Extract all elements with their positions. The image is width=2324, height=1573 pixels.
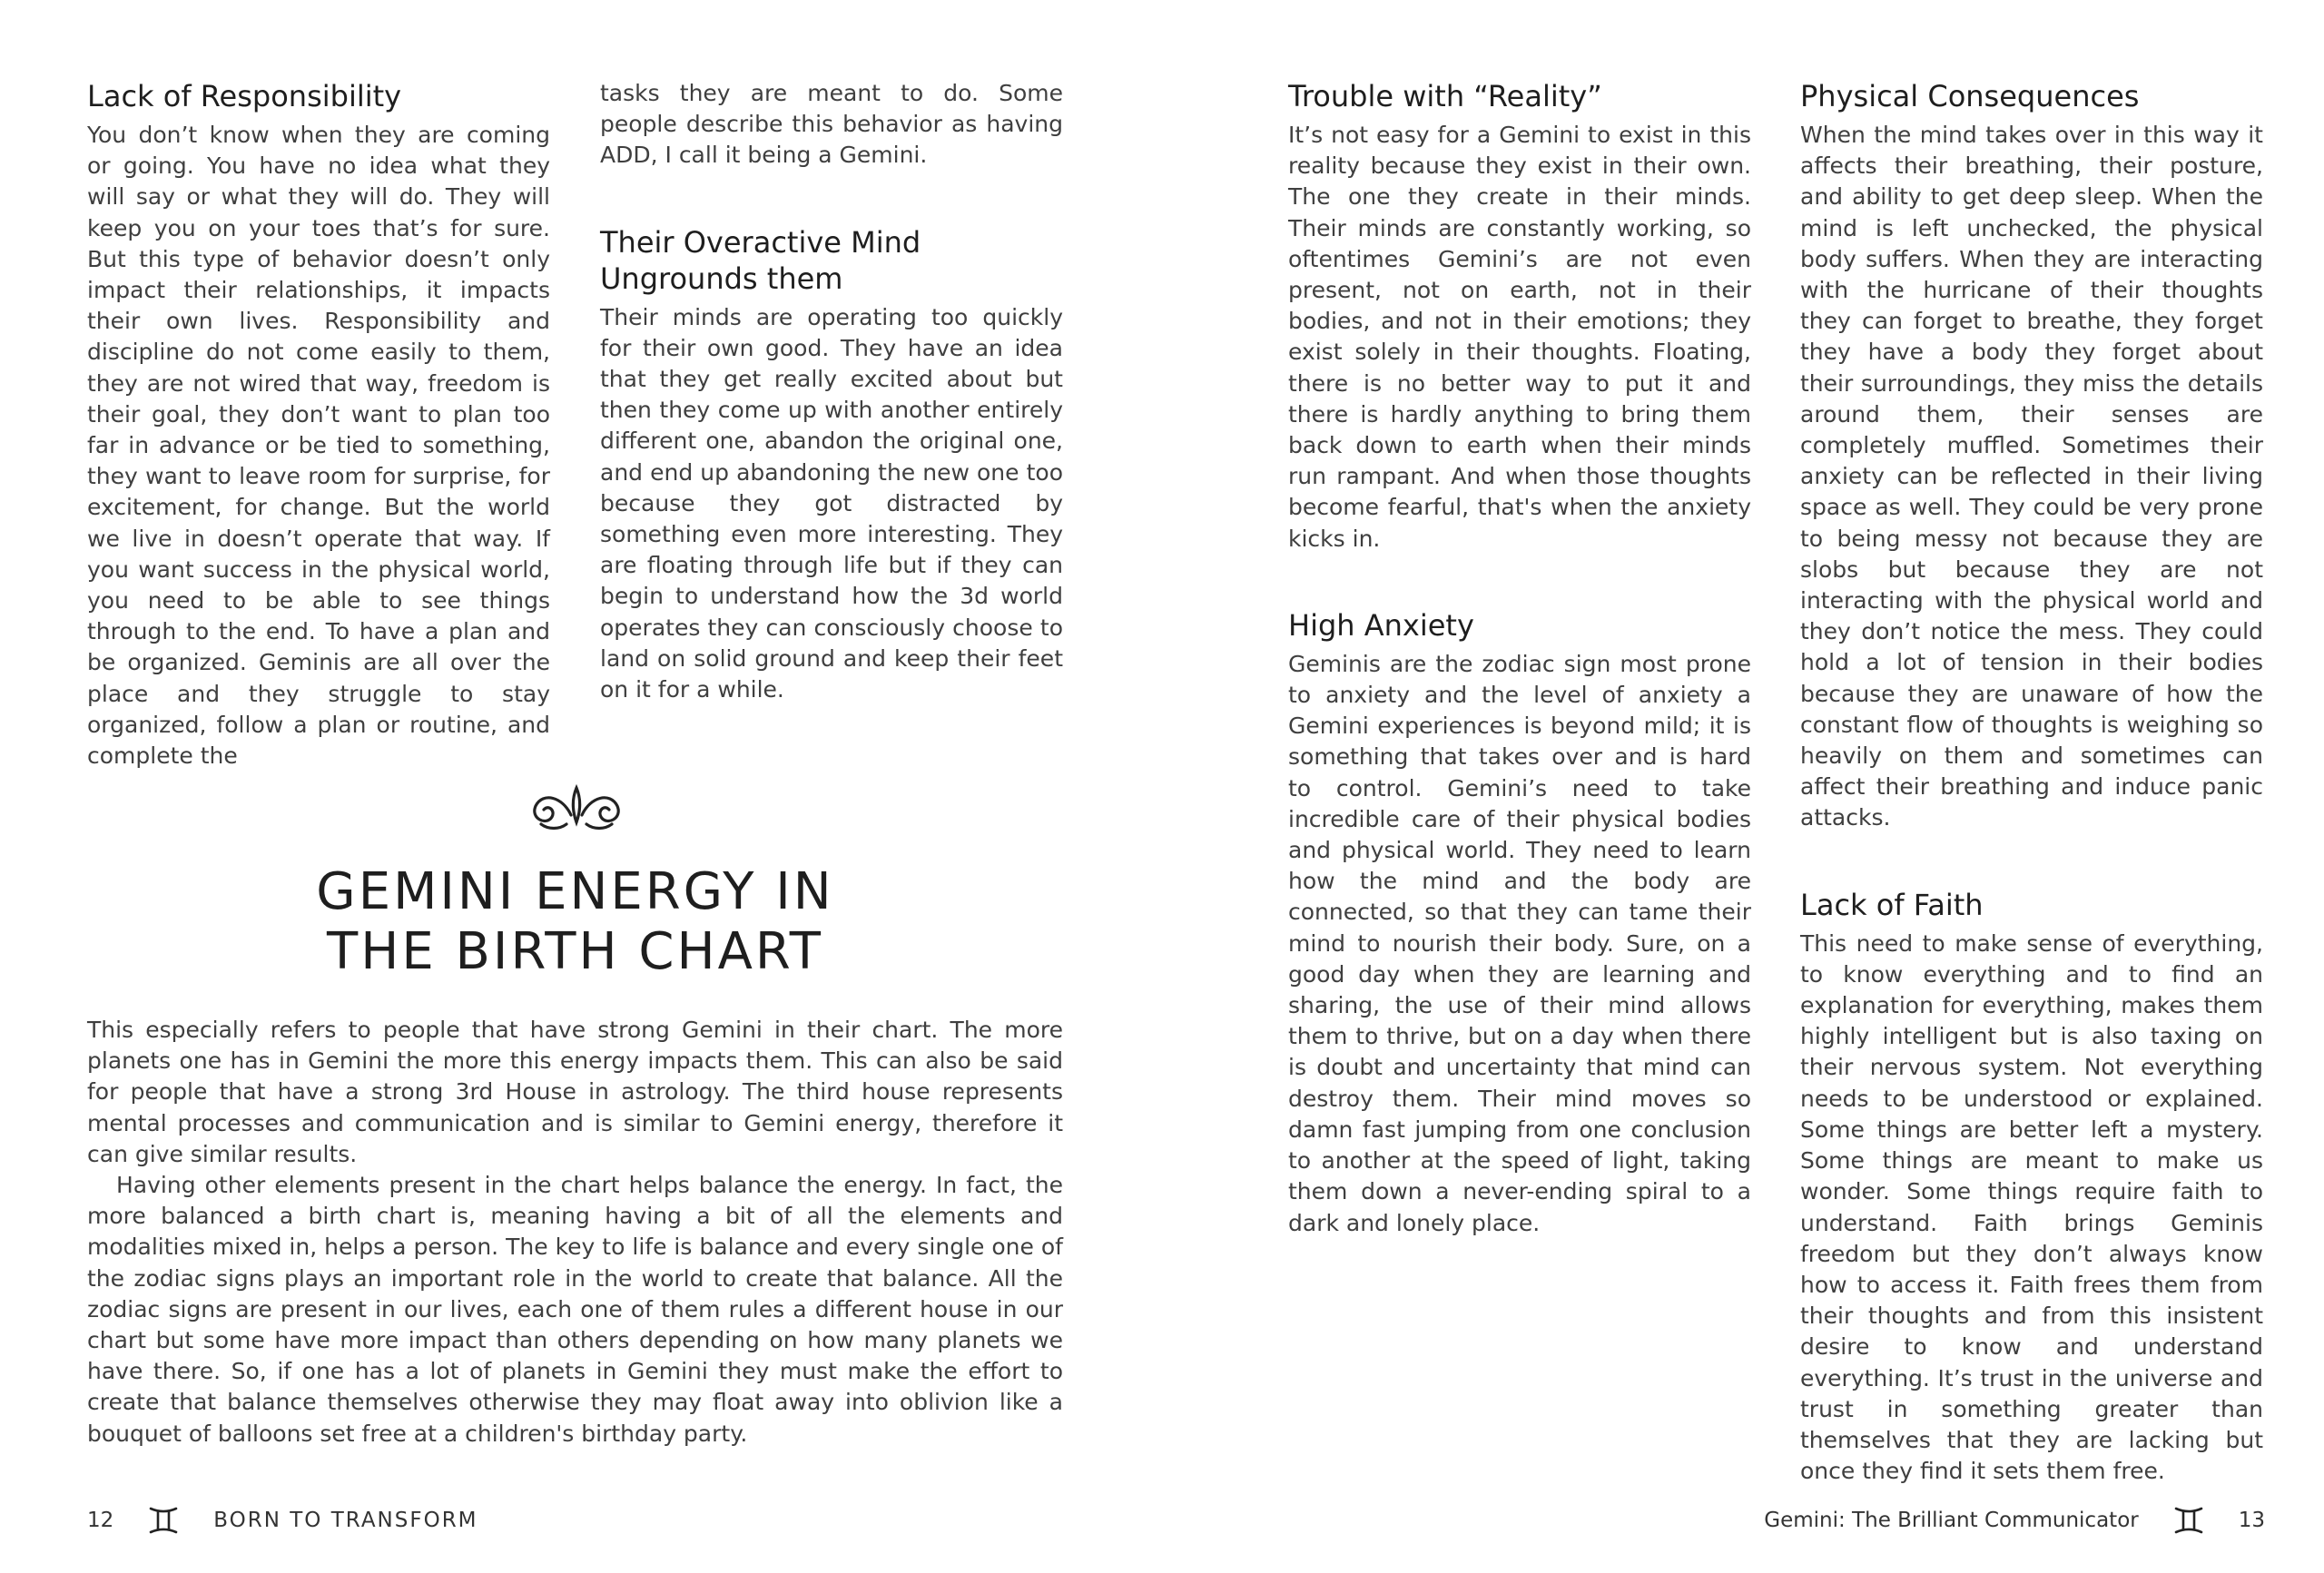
footer-left [87, 1502, 478, 1539]
section-body [87, 1015, 1063, 1450]
gemini-glyph-icon [2173, 1505, 2204, 1536]
heading-lack-of-responsibility: Lack of Responsibility [87, 79, 402, 113]
running-title-right: Gemini: The Brilliant Communicator [1764, 1509, 2139, 1532]
footer-right [1764, 1502, 2265, 1539]
body-overactive-mind: Their minds are operating too quickly for their own good. They have an idea that they get really excited about but then they come up with another entirely different one, abandon the original one, and end up abandoning the new one too because they got distracted by something even more interesting. They are floating through life but if they can begin to understand how the 3d world operates they can consciously choose to land on solid ground and keep their feet on it for a while. [600, 303, 1063, 703]
body-continued-text: tasks they are meant to do. Some people describe this behavior as having ADD, I call it being a Gemini. [600, 80, 1063, 169]
gemini-glyph-icon [148, 1505, 179, 1536]
page-number-left: 12 [87, 1509, 114, 1532]
heading-physical-consequences: Physical Consequences [1800, 79, 2140, 113]
section-title-line-2: THE BIRTH CHART [327, 922, 823, 981]
column-physical-consequences [1800, 78, 2263, 1487]
column-trouble-with-reality [1288, 78, 1751, 1239]
heading-high-anxiety: High Anxiety [1288, 607, 1474, 643]
body-physical-consequences: When the mind takes over in this way it affects their breathing, their posture, and ability to get deep sleep. When the mind is left unchecked, the physical body suffers. When they are interacting with the hurricane of their thoughts they can forget to breathe, they forget they have a body they forget about their surroundings, they miss the details around them, their senses are completely muffled. Sometimes their anxiety can be reflected in their living space as well. They could be very prone to being messy not because they are slobs but because they are not interacting with the physical world and they don’t notice the mess. They could hold a lot of tension in their bodies because they are unaware of how the constant flow of thoughts is weighing so heavily on them and sometimes can affect their breathing and induce panic attacks. [1800, 122, 2263, 831]
page-number-right: 13 [2238, 1509, 2265, 1532]
section-title [87, 862, 1063, 982]
column-lack-of-responsibility [87, 78, 550, 772]
column-overactive-mind [600, 78, 1063, 705]
heading-overactive-mind: Their Overactive Mind Ungrounds them [600, 224, 921, 296]
body-trouble-with-reality: It’s not easy for a Gemini to exist in this reality because they exist in their own. The one they create in their minds. Their minds are constantly working, so oftentimes Gemini’s are not even present, not on earth, not in their bodies, and not in their emotions; they exist solely in their thoughts. Floating, there is no better way to put it and there is hardly anything to bring them back down to earth when their minds run rampant. And when those thoughts become fearful, that's when the anxiety kicks in. [1288, 122, 1751, 552]
heading-lack-of-faith: Lack of Faith [1800, 887, 1984, 922]
running-title-left: BORN TO TRANSFORM [213, 1509, 478, 1532]
section-paragraph-2: Having other elements present in the chart helps balance the energy. In fact, the more balanced a birth chart is, meaning having a bit of all the elements and modalities mixed in, helps a person. The key to life is balance and every single one of the zodiac signs plays an important role in the world to create that balance. All the zodiac signs are present in our lives, each one of them rules a different house in our chart but some have more impact than others depending on how many planets we have there. So, if one has a lot of planets in Gemini they must make the effort to create that balance themselves otherwise they may float away into oblivion like a bouquet of balloons set free at a children's birthday party. [87, 1172, 1063, 1447]
section-paragraph-1: This especially refers to people that have strong Gemini in their chart. The more planets one has in Gemini the more this energy impacts them. This can also be said for people that have a strong 3rd House in astrology. The third house represents mental processes and communication and is similar to Gemini energy, therefore it can give similar results. [87, 1017, 1063, 1167]
body-lack-of-faith: This need to make sense of everything, to know everything and to find an explanation for everything, makes them highly intelligent but is also taxing on their nervous system. Not everything needs to be understood or explained. Some things are better left a mystery. Some things are meant to make us wonder. Some things require faith to understand. Faith brings Geminis freedom but they don’t always know how to access it. Faith frees them from their thoughts and from this insistent desire to know and understand everything. It’s trust in the universe and trust in something greater than themselves that they are lacking but once they find it sets them free. [1800, 929, 2263, 1485]
body-lack-of-responsibility: You don’t know when they are coming or going. You have no idea what they will say or what they will do. They will keep you on your toes that’s for sure. But this type of behavior doesn’t only impact their relationships, it impacts their own lives. Responsibility and discipline do not come easily to them, they are not wired that way, freedom is their goal, they don’t want to plan too far in advance or be tied to something, they want to leave room for surprise, for excitement, for change. But the world we live in doesn’t operate that way. If you want success in the physical world, you need to be able to see things through to the end. To have a plan and be organized. Geminis are all over the place and they struggle to stay organized, follow a plan or routine, and complete the [87, 122, 550, 770]
section-title-line-1: GEMINI ENERGY IN [316, 862, 834, 921]
flourish-ornament-icon [527, 779, 626, 833]
body-high-anxiety: Geminis are the zodiac sign most prone to anxiety and the level of anxiety a Gemini experiences is beyond mild; it is something that takes over and is hard to control. Gemini’s need to take incredible care of their physical bodies and physical world. They need to learn how the mind and the body are connected, so that they can tame their mind to nourish their body. Sure, on a good day when they are learning and sharing, the use of their mind allows them to thrive, but on a day when there is doubt and uncertainty that mind can destroy them. Their mind moves so damn fast jumping from one conclusion to another at the speed of light, taking them down a never-ending spiral to a dark and lonely place. [1288, 650, 1751, 1236]
heading-trouble-with-reality: Trouble with “Reality” [1288, 79, 1602, 113]
